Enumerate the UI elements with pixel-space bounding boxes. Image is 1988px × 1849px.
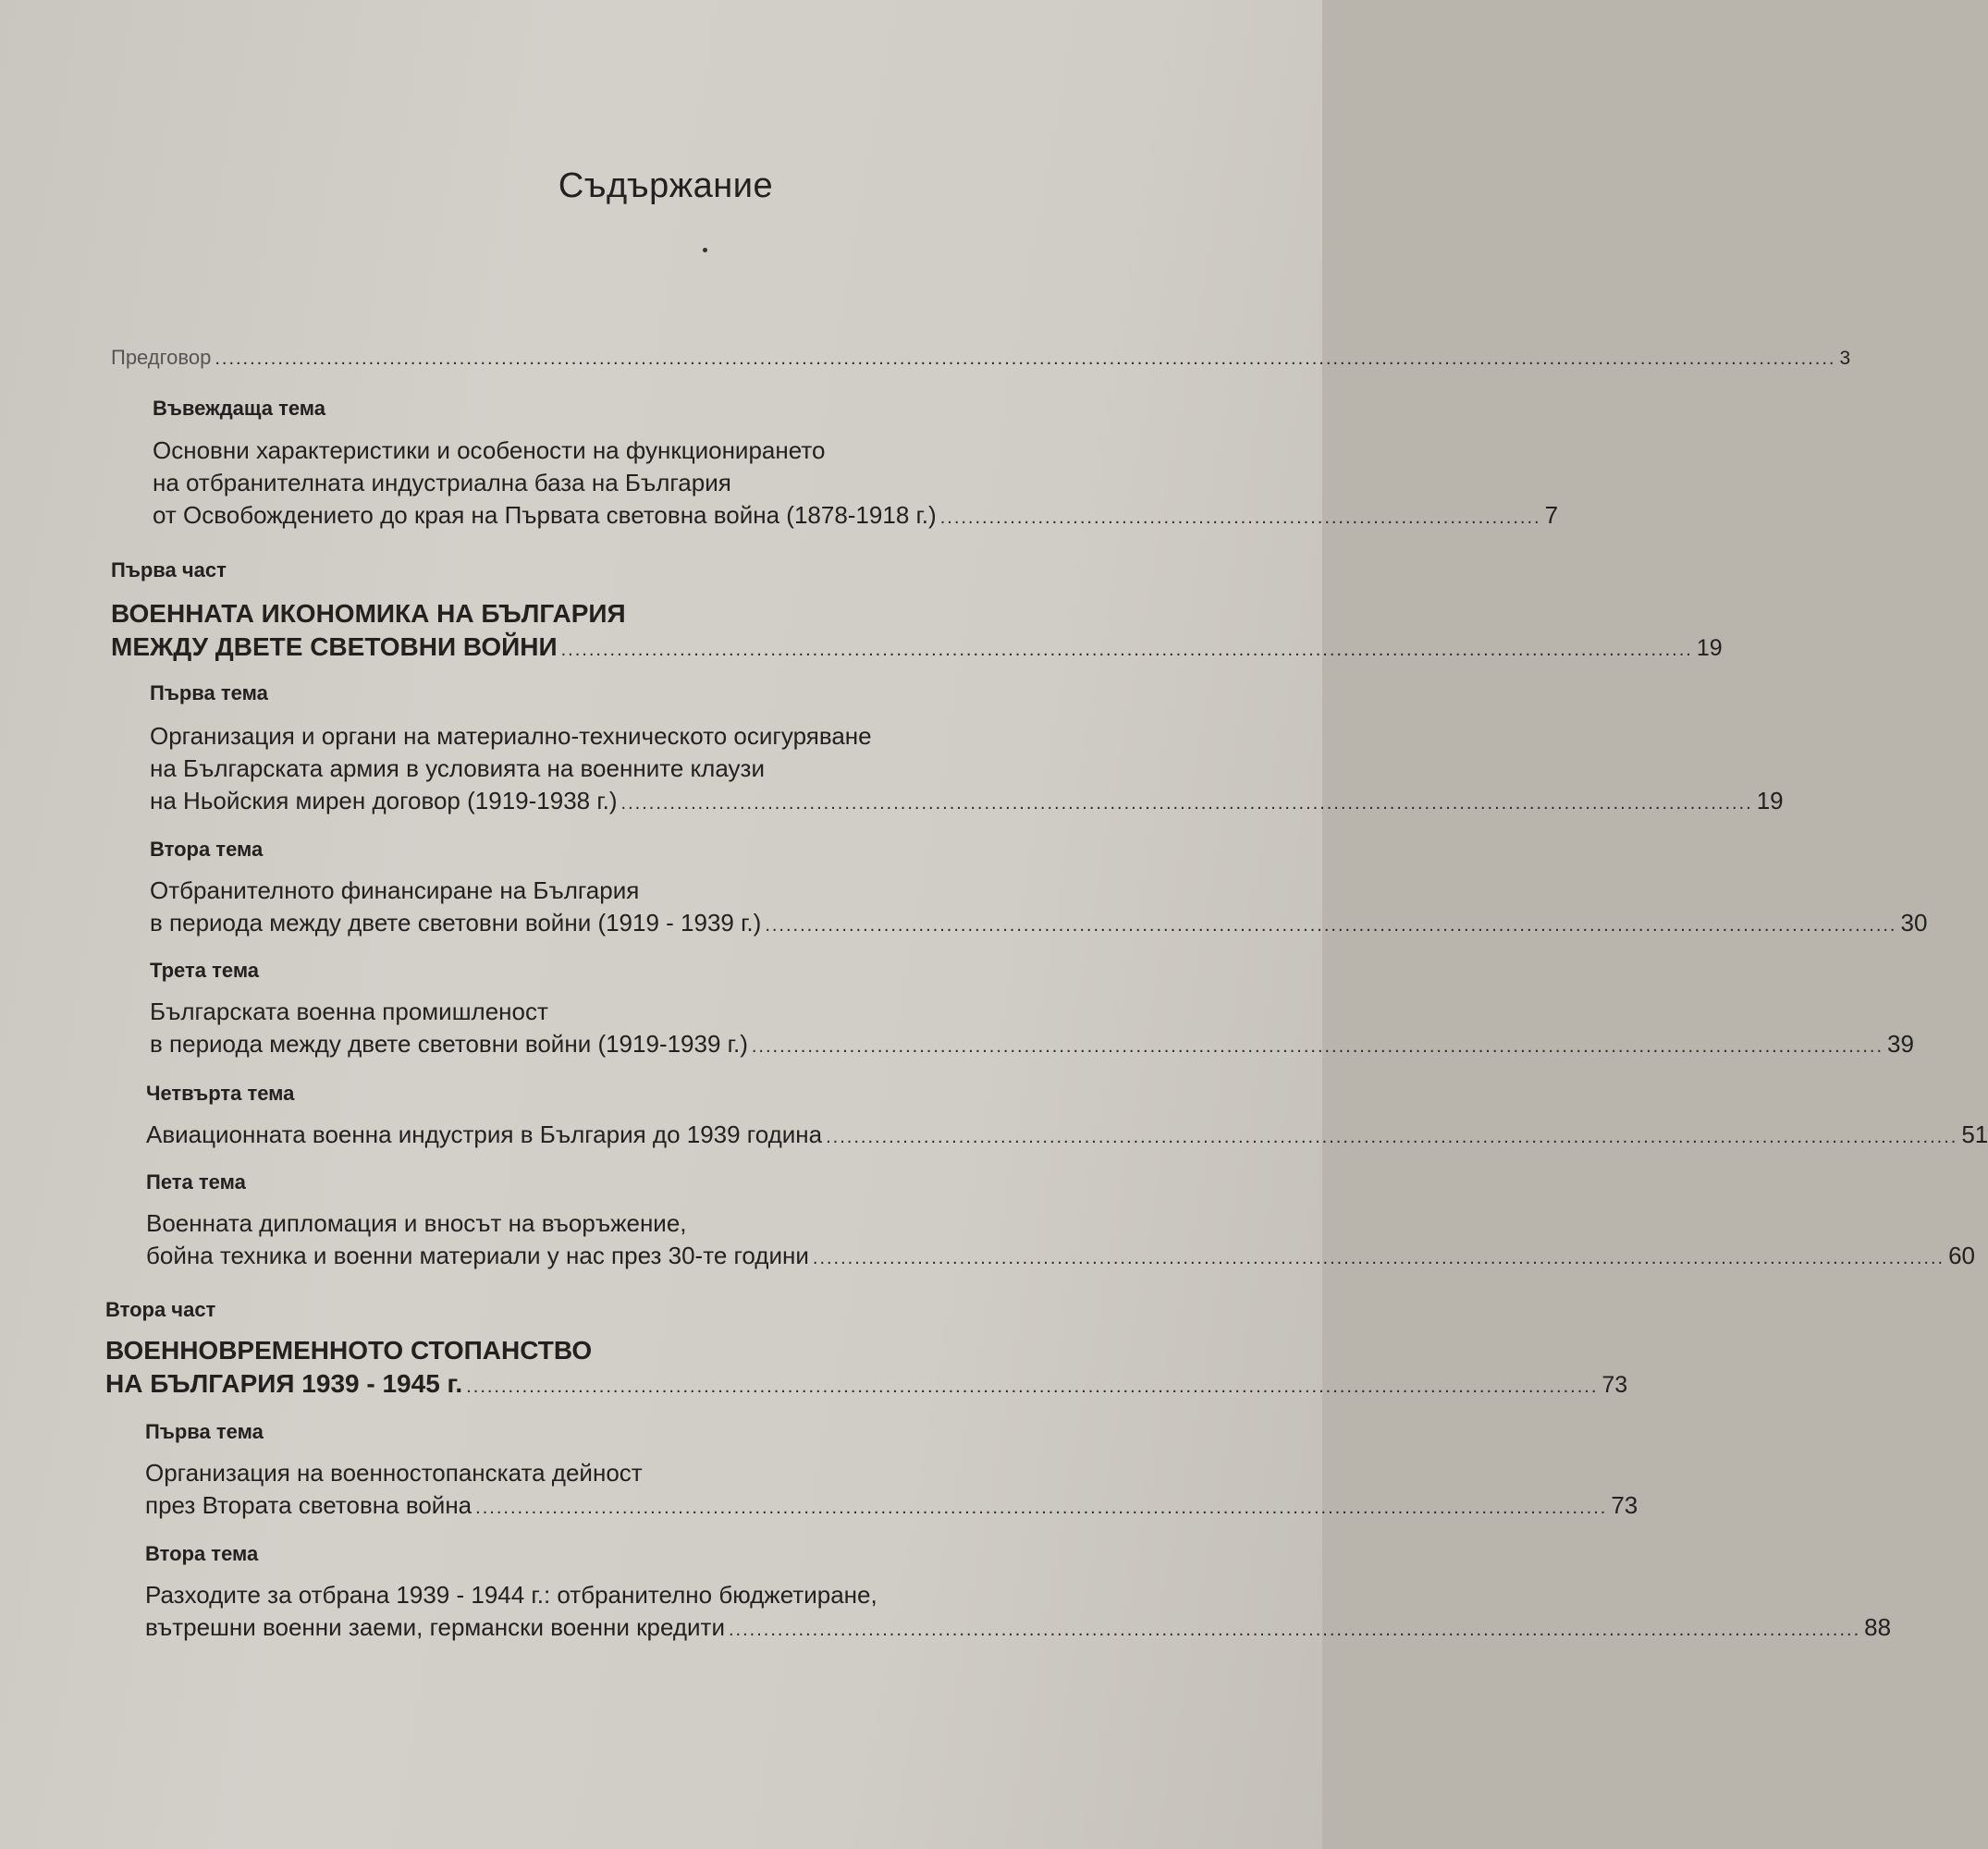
- page-number: 88: [1864, 1613, 1892, 1641]
- topic-label: Първа тема: [150, 681, 268, 704]
- topic-label: Трета тема: [150, 959, 260, 982]
- page-number: 19: [1756, 787, 1784, 814]
- toc-entry-part1-topic5[interactable]: [146, 1207, 1975, 1275]
- part-title-line: МЕЖДУ ДВЕТЕ СВЕТОВНИ ВОЙНИ: [111, 632, 558, 661]
- entry-line: на Българската армия в условията на военните клаузи: [150, 754, 765, 782]
- entry-line: в периода между двете световни войни (1919-1939 г.): [150, 1030, 748, 1058]
- entry-line: Военната дипломация и вносът на въоръжение,: [146, 1209, 687, 1237]
- entry-line: през Втората световна война: [145, 1491, 472, 1519]
- toc-entry-preface[interactable]: [111, 346, 1851, 370]
- entry-line: Основни характеристики и особености на функционирането: [153, 436, 826, 464]
- topic-label: Втора тема: [145, 1542, 259, 1565]
- part1-label: Първа част: [111, 558, 227, 582]
- part-title-line: ВОЕННАТА ИКОНОМИКА НА БЪЛГАРИЯ: [111, 599, 626, 628]
- entry-line: Организация на военностопанската дейност: [145, 1459, 643, 1487]
- entry-line: от Освобождението до края на Първата световна война (1878-1918 г.): [153, 501, 937, 529]
- topic-label: Пета тема: [146, 1170, 246, 1194]
- dot-leader: ..................................................................................................................................................................: [751, 1036, 1884, 1057]
- toc-entry-intro[interactable]: [153, 435, 1559, 534]
- toc-entry-part2-topic1[interactable]: [145, 1457, 1638, 1525]
- intro-label: Въвеждаща тема: [153, 397, 326, 420]
- page-number: 19: [1696, 635, 1723, 661]
- part2-label: Втора част: [105, 1298, 216, 1321]
- dot-leader: ..................................................................................................................................................................: [765, 915, 1897, 936]
- entry-line: Отбранителното финансиране на България: [150, 876, 640, 904]
- print-speck: [703, 248, 707, 252]
- entry-line: в периода между двете световни войни (1919 - 1939 г.): [150, 909, 762, 937]
- entry-line: Организация и органи на материално-техническото осигуряване: [150, 722, 872, 750]
- page-number: 51: [1961, 1120, 1988, 1148]
- toc-entry-part2-topic2[interactable]: [145, 1579, 1892, 1647]
- part-title-line: ВОЕННОВРЕМЕННОТО СТОПАНСТВО: [105, 1336, 593, 1365]
- page-number: 30: [1900, 909, 1928, 937]
- entry-line: Българската военна промишленост: [150, 998, 548, 1025]
- entry-line: вътрешни военни заеми, германски военни кредити: [145, 1613, 725, 1641]
- dot-leader: ......................................................................................: [939, 508, 1541, 528]
- entry-line: бойна техника и военни материали у нас през 30-те години: [146, 1242, 809, 1269]
- toc-entry-part2[interactable]: [105, 1334, 1628, 1403]
- dot-leader: ..................................................................................................................................................................: [812, 1248, 1945, 1268]
- part-title-line: НА БЪЛГАРИЯ 1939 - 1945 г.: [105, 1369, 463, 1398]
- dot-leader: ..................................................................................................................................................................: [466, 1377, 1599, 1397]
- dot-leader: ..................................................................................................................................................................: [560, 640, 1693, 660]
- toc-entry-part1[interactable]: [111, 597, 1723, 667]
- dot-leader: ..................................................................................................................................................................: [620, 793, 1753, 814]
- page-number: 73: [1601, 1372, 1628, 1398]
- entry-line: Авиационната военна индустрия в България до 1939 година: [146, 1120, 823, 1148]
- topic-label: Втора тема: [150, 838, 264, 861]
- dot-leader: ........................................................................................................................................................................................................................................: [215, 349, 1836, 369]
- toc-entry-part1-topic3[interactable]: [150, 996, 1914, 1063]
- page-number: 7: [1544, 501, 1559, 529]
- dot-leader: ..................................................................................................................................................................: [728, 1620, 1861, 1640]
- toc-entry-part1-topic4[interactable]: [146, 1119, 1988, 1154]
- page-number: 3: [1839, 348, 1851, 369]
- dot-leader: ..................................................................................................................................................................: [475, 1498, 1608, 1518]
- entry-line: на Ньойския мирен договор (1919-1938 г.): [150, 787, 618, 814]
- page-number: 60: [1948, 1242, 1975, 1269]
- toc-entry-part1-topic1[interactable]: [150, 720, 1784, 820]
- page-number: 39: [1887, 1030, 1914, 1058]
- entry-line: на отбранителната индустриална база на България: [153, 469, 731, 496]
- topic-label: Четвърта тема: [146, 1082, 295, 1105]
- entry-line: Разходите за отбрана 1939 - 1944 г.: отбранително бюджетиране,: [145, 1581, 877, 1609]
- page-title: Съдържание: [558, 166, 774, 205]
- page-number: 73: [1611, 1491, 1638, 1519]
- dot-leader: ..................................................................................................................................................................: [826, 1127, 1958, 1147]
- topic-label: Първа тема: [145, 1420, 264, 1443]
- entry-title: Предговор: [111, 346, 212, 369]
- toc-entry-part1-topic2[interactable]: [150, 875, 1928, 942]
